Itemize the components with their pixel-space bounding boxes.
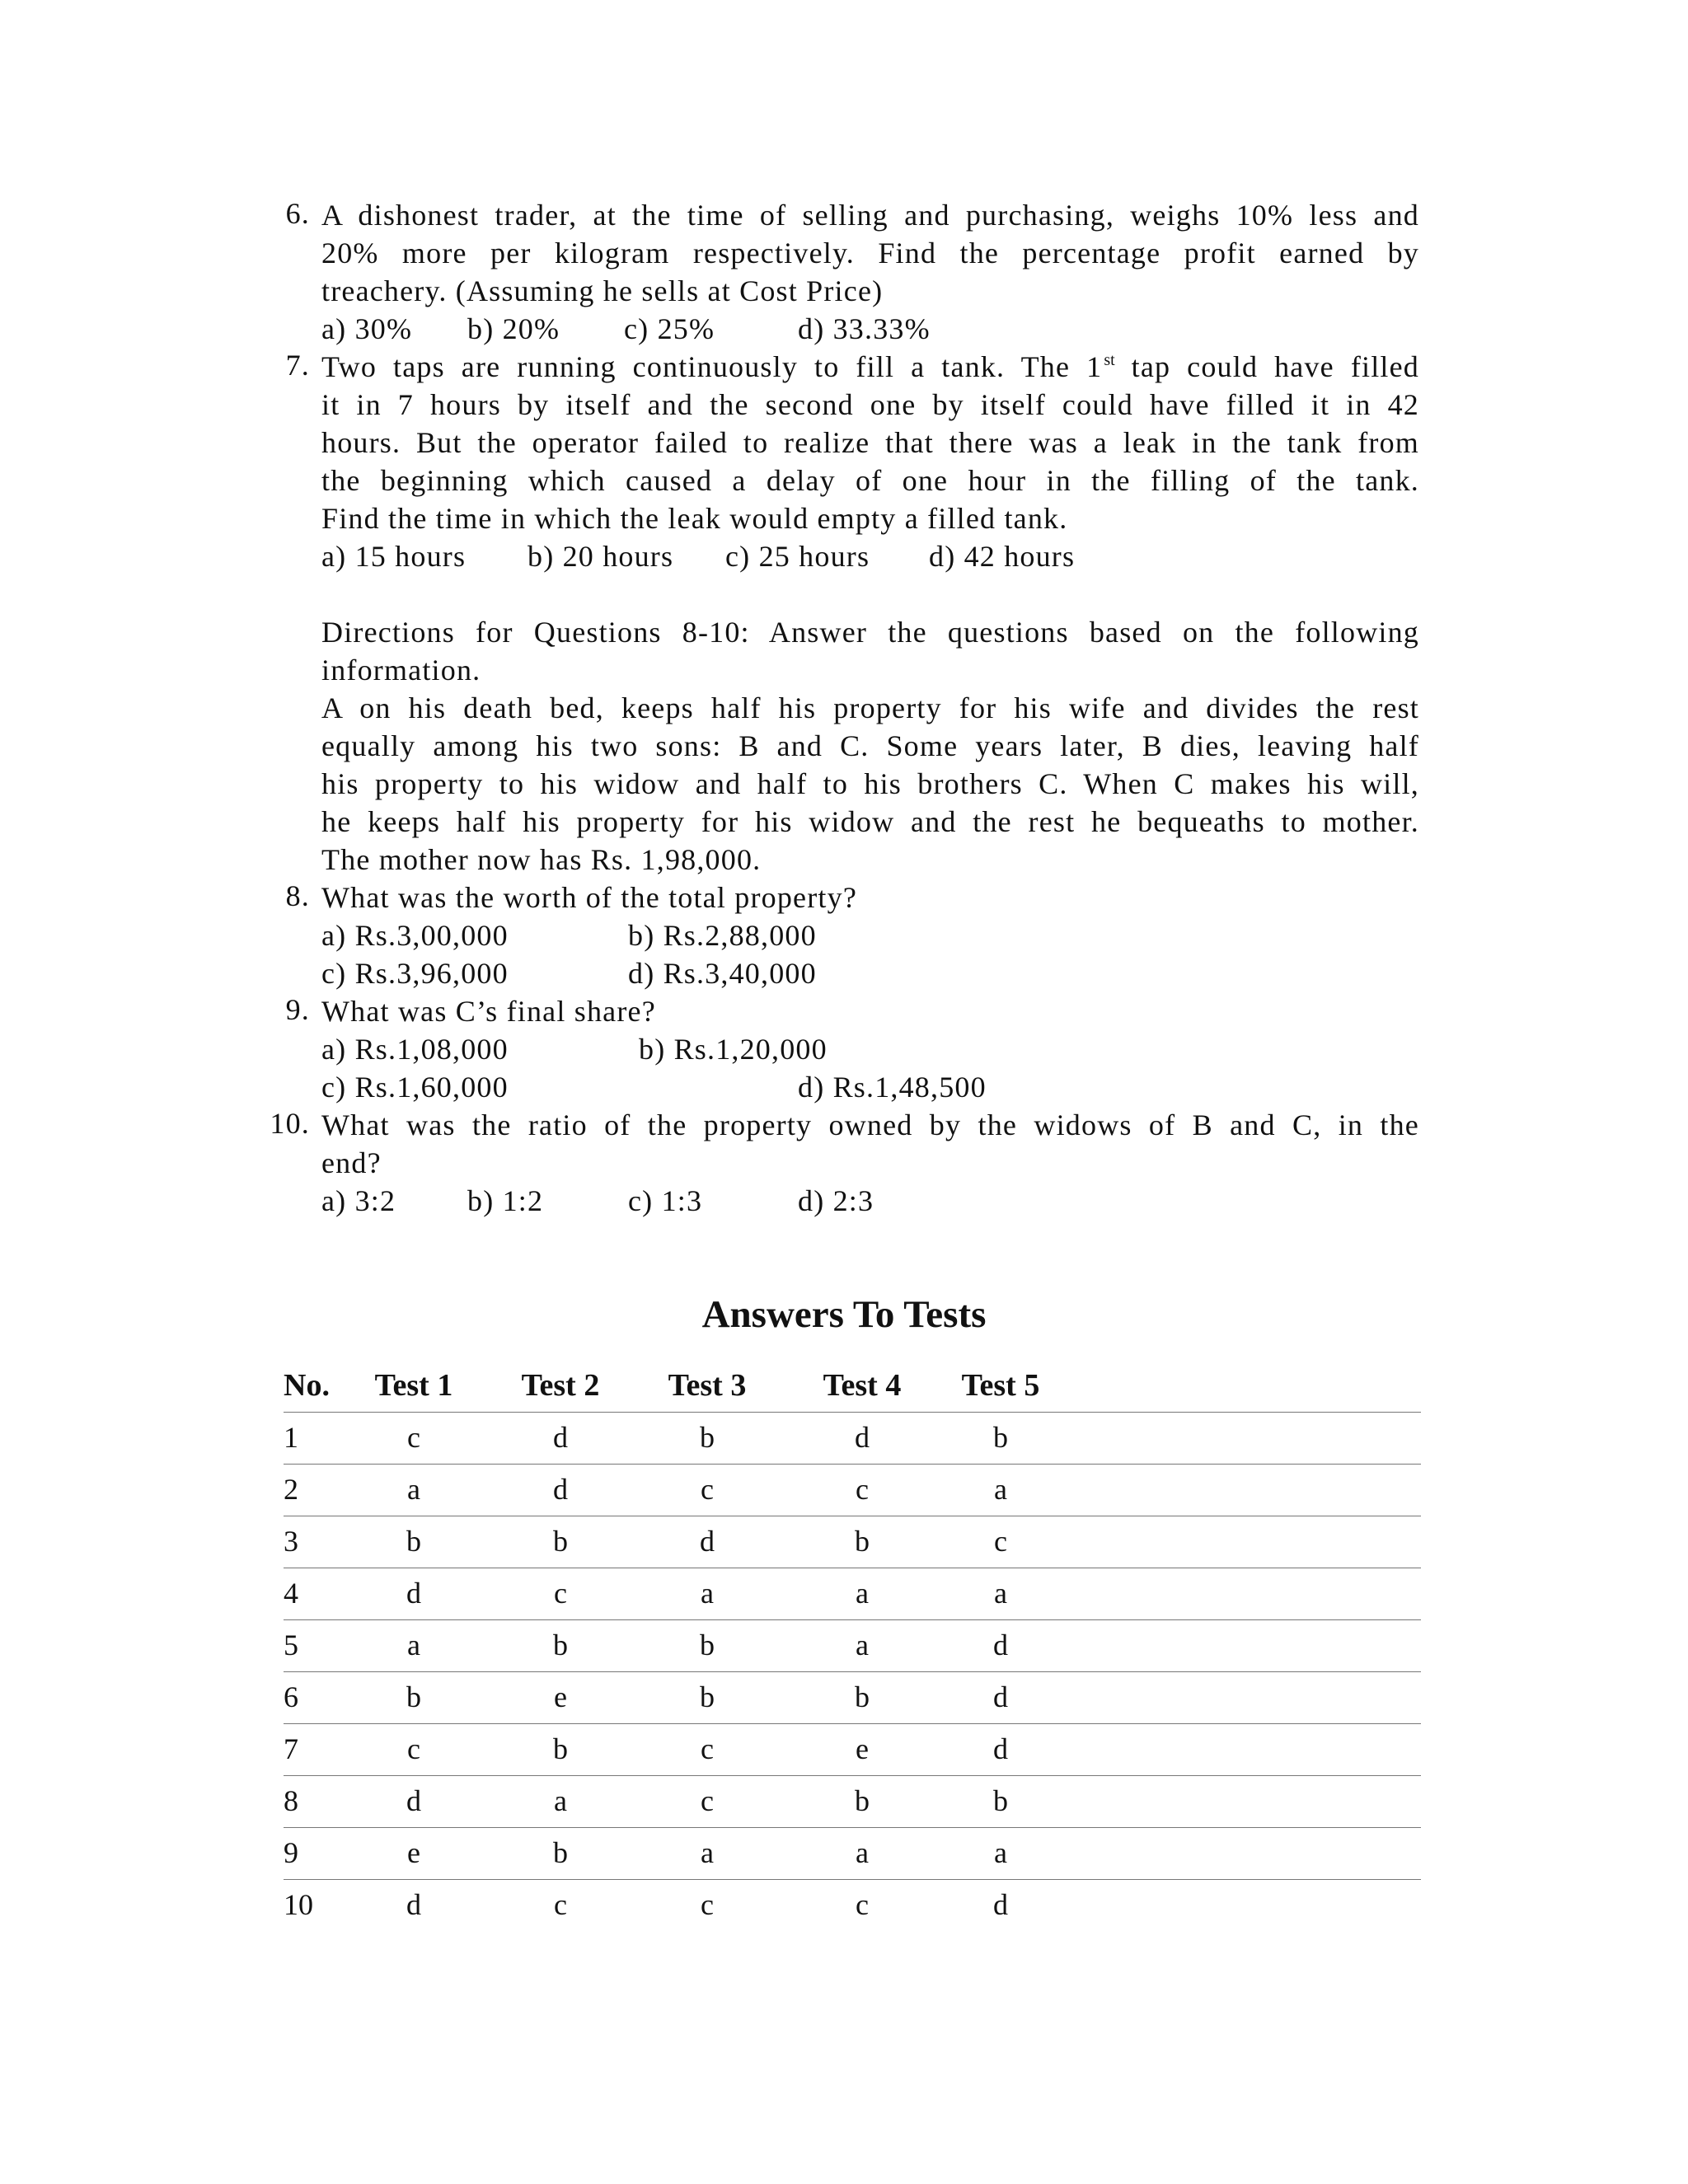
options-row: [321, 1068, 1419, 1106]
row-number-cell: 7: [284, 1732, 298, 1765]
answer-cell: d: [993, 1732, 1008, 1765]
question-7: [285, 348, 1419, 575]
options-row: [321, 1182, 1419, 1220]
answer-cell: c: [701, 1888, 714, 1921]
question-text-line: end?: [321, 1146, 382, 1179]
answer-cell: c: [701, 1784, 714, 1817]
question-list: [270, 196, 1419, 1220]
question-text-line: What was the worth of the total property?: [321, 881, 858, 914]
answer-cell: b: [553, 1732, 568, 1765]
option-b: b) Rs.1,20,000: [639, 1033, 828, 1066]
answer-cell: c: [701, 1732, 714, 1765]
option-a: a) Rs.3,00,000: [321, 919, 509, 952]
answers-table-row: [284, 1723, 1421, 1776]
question-text-line: 20% more per kilogram respectively. Find the percentage profit earned by: [321, 237, 1419, 269]
directions-heading-line: information.: [321, 654, 481, 687]
ordinal-superscript: st: [1104, 351, 1115, 369]
header-cell-test-5: Test 5: [961, 1368, 1040, 1403]
row-number-cell: 9: [284, 1836, 298, 1869]
option-a: a) Rs.1,08,000: [321, 1033, 509, 1066]
answer-cell: d: [553, 1473, 568, 1506]
question-text-line: the beginning which caused a delay of one hour in the filling of the tank.: [321, 464, 1419, 497]
answer-cell: a: [994, 1577, 1007, 1610]
answer-cell: c: [856, 1473, 869, 1506]
answers-table-row: [284, 1827, 1421, 1880]
options-row: [321, 310, 1419, 348]
option-d: d) 33.33%: [798, 312, 931, 345]
answer-cell: e: [554, 1680, 567, 1713]
header-cell-test-4: Test 4: [823, 1368, 902, 1403]
option-b: b) 1:2: [467, 1184, 544, 1217]
answer-cell: b: [993, 1421, 1008, 1454]
row-number-cell: 2: [284, 1473, 298, 1506]
option-c: c) Rs.3,96,000: [321, 957, 509, 990]
row-number-cell: 10: [284, 1888, 313, 1921]
answer-cell: c: [994, 1525, 1007, 1558]
option-b: b) 20 hours: [528, 540, 674, 573]
answer-cell: c: [856, 1888, 869, 1921]
answer-cell: d: [406, 1577, 421, 1610]
question-text-line: What was C’s final share?: [321, 995, 656, 1028]
answer-cell: d: [700, 1525, 715, 1558]
answer-cell: d: [855, 1421, 870, 1454]
answer-cell: d: [993, 1888, 1008, 1921]
answer-cell: b: [993, 1784, 1008, 1817]
answer-cell: b: [700, 1629, 715, 1661]
option-a: a) 15 hours: [321, 540, 467, 573]
header-cell-test-3: Test 3: [668, 1368, 747, 1403]
option-c: c) 1:3: [628, 1184, 703, 1217]
question-text-line: it in 7 hours by itself and the second one by itself could have filled it in 42: [321, 388, 1419, 421]
answers-table-header: [284, 1360, 1421, 1413]
answer-cell: b: [700, 1421, 715, 1454]
question-text-line: treachery. (Assuming he sells at Cost Price): [321, 274, 884, 307]
header-cell-test-1: Test 1: [374, 1368, 453, 1403]
answers-table-row: [284, 1879, 1421, 1931]
answers-table-row: [284, 1516, 1421, 1568]
answers-table-row: [284, 1464, 1421, 1516]
answer-cell: a: [701, 1836, 714, 1869]
answer-cell: c: [701, 1473, 714, 1506]
options-row: [321, 954, 1419, 992]
answer-cell: d: [406, 1888, 421, 1921]
answer-cell: a: [994, 1473, 1007, 1506]
question-number: 10.: [270, 1107, 310, 1140]
option-c: c) 25%: [624, 312, 715, 345]
question-10: [270, 1106, 1419, 1220]
directions-heading-line: Directions for Questions 8-10: Answer the questions based on the following: [321, 616, 1419, 649]
question-number: 7.: [285, 349, 310, 382]
question-number: 9.: [285, 993, 310, 1026]
question-8: [285, 879, 1419, 992]
option-d: d) Rs.1,48,500: [798, 1071, 987, 1104]
answer-cell: b: [553, 1836, 568, 1869]
answers-table-row: [284, 1619, 1421, 1672]
passage-line: equally among his two sons: B and C. Some years later, B dies, leaving half: [321, 729, 1419, 762]
answer-cell: a: [994, 1836, 1007, 1869]
row-number-cell: 6: [284, 1680, 298, 1713]
question-text-line: [321, 348, 1419, 386]
header-cell-no: No.: [284, 1368, 330, 1403]
directions-block: [321, 613, 1419, 879]
passage-line: he keeps half his property for his widow and the rest he bequeaths to mother.: [321, 805, 1419, 838]
question-text-part: tap could have filled: [1114, 350, 1419, 383]
question-text-line: Find the time in which the leak would empty a filled tank.: [321, 502, 1068, 535]
answer-cell: b: [855, 1784, 870, 1817]
answers-table-row: [284, 1775, 1421, 1828]
answer-cell: b: [553, 1629, 568, 1661]
row-number-cell: 8: [284, 1784, 298, 1817]
answer-cell: b: [855, 1525, 870, 1558]
options-row: [321, 916, 1419, 954]
answer-cell: a: [407, 1629, 420, 1661]
answer-cell: a: [554, 1784, 567, 1817]
answer-cell: b: [406, 1525, 421, 1558]
question-text-line: A dishonest trader, at the time of selling and purchasing, weighs 10% less and: [321, 199, 1419, 232]
answer-cell: c: [407, 1732, 420, 1765]
answer-cell: b: [406, 1680, 421, 1713]
passage-line: The mother now has Rs. 1,98,000.: [321, 843, 762, 876]
question-number: 8.: [285, 879, 310, 912]
answers-table-row: [284, 1671, 1421, 1724]
question-text-part: Two taps are running continuously to fill a tank. The 1: [321, 350, 1103, 383]
question-6: [285, 196, 1419, 348]
options-row: [321, 1030, 1419, 1068]
question-text-line: What was the ratio of the property owned by the widows of B and C, in the: [321, 1108, 1419, 1141]
row-number-cell: 3: [284, 1525, 298, 1558]
answer-cell: d: [993, 1680, 1008, 1713]
option-d: d) 42 hours: [929, 540, 1076, 573]
question-9: [285, 992, 1419, 1106]
option-c: c) 25 hours: [725, 540, 870, 573]
answer-cell: c: [554, 1888, 567, 1921]
passage-line: A on his death bed, keeps half his property for his wife and divides the rest: [321, 691, 1419, 724]
option-b: b) 20%: [467, 312, 560, 345]
option-d: d) 2:3: [798, 1184, 874, 1217]
answer-cell: d: [406, 1784, 421, 1817]
question-number: 6.: [285, 197, 310, 230]
answer-cell: c: [407, 1421, 420, 1454]
answer-cell: e: [856, 1732, 869, 1765]
answer-cell: b: [855, 1680, 870, 1713]
spacer: [321, 575, 1419, 613]
header-cell-test-2: Test 2: [521, 1368, 600, 1403]
answer-cell: c: [554, 1577, 567, 1610]
option-a: a) 30%: [321, 312, 413, 345]
options-row: [321, 537, 1419, 575]
answers-title: Answers To Tests: [701, 1293, 987, 1336]
answer-cell: d: [553, 1421, 568, 1454]
answer-cell: a: [856, 1836, 869, 1869]
option-d: d) Rs.3,40,000: [628, 957, 817, 990]
answer-cell: a: [856, 1577, 869, 1610]
answers-table-row: [284, 1568, 1421, 1620]
option-a: a) 3:2: [321, 1184, 396, 1217]
row-number-cell: 1: [284, 1421, 298, 1454]
answer-cell: a: [407, 1473, 420, 1506]
answer-cell: b: [700, 1680, 715, 1713]
answer-cell: a: [701, 1577, 714, 1610]
answer-cell: d: [993, 1629, 1008, 1661]
row-number-cell: 4: [284, 1577, 298, 1610]
answer-cell: b: [553, 1525, 568, 1558]
answer-cell: e: [407, 1836, 420, 1869]
option-b: b) Rs.2,88,000: [628, 919, 817, 952]
answers-table-row: [284, 1412, 1421, 1465]
question-text-line: hours. But the operator failed to realize that there was a leak in the tank from: [321, 426, 1419, 459]
passage-line: his property to his widow and half to his brothers C. When C makes his will,: [321, 767, 1419, 800]
answer-cell: a: [856, 1629, 869, 1661]
option-c: c) Rs.1,60,000: [321, 1071, 509, 1104]
row-number-cell: 5: [284, 1629, 298, 1661]
